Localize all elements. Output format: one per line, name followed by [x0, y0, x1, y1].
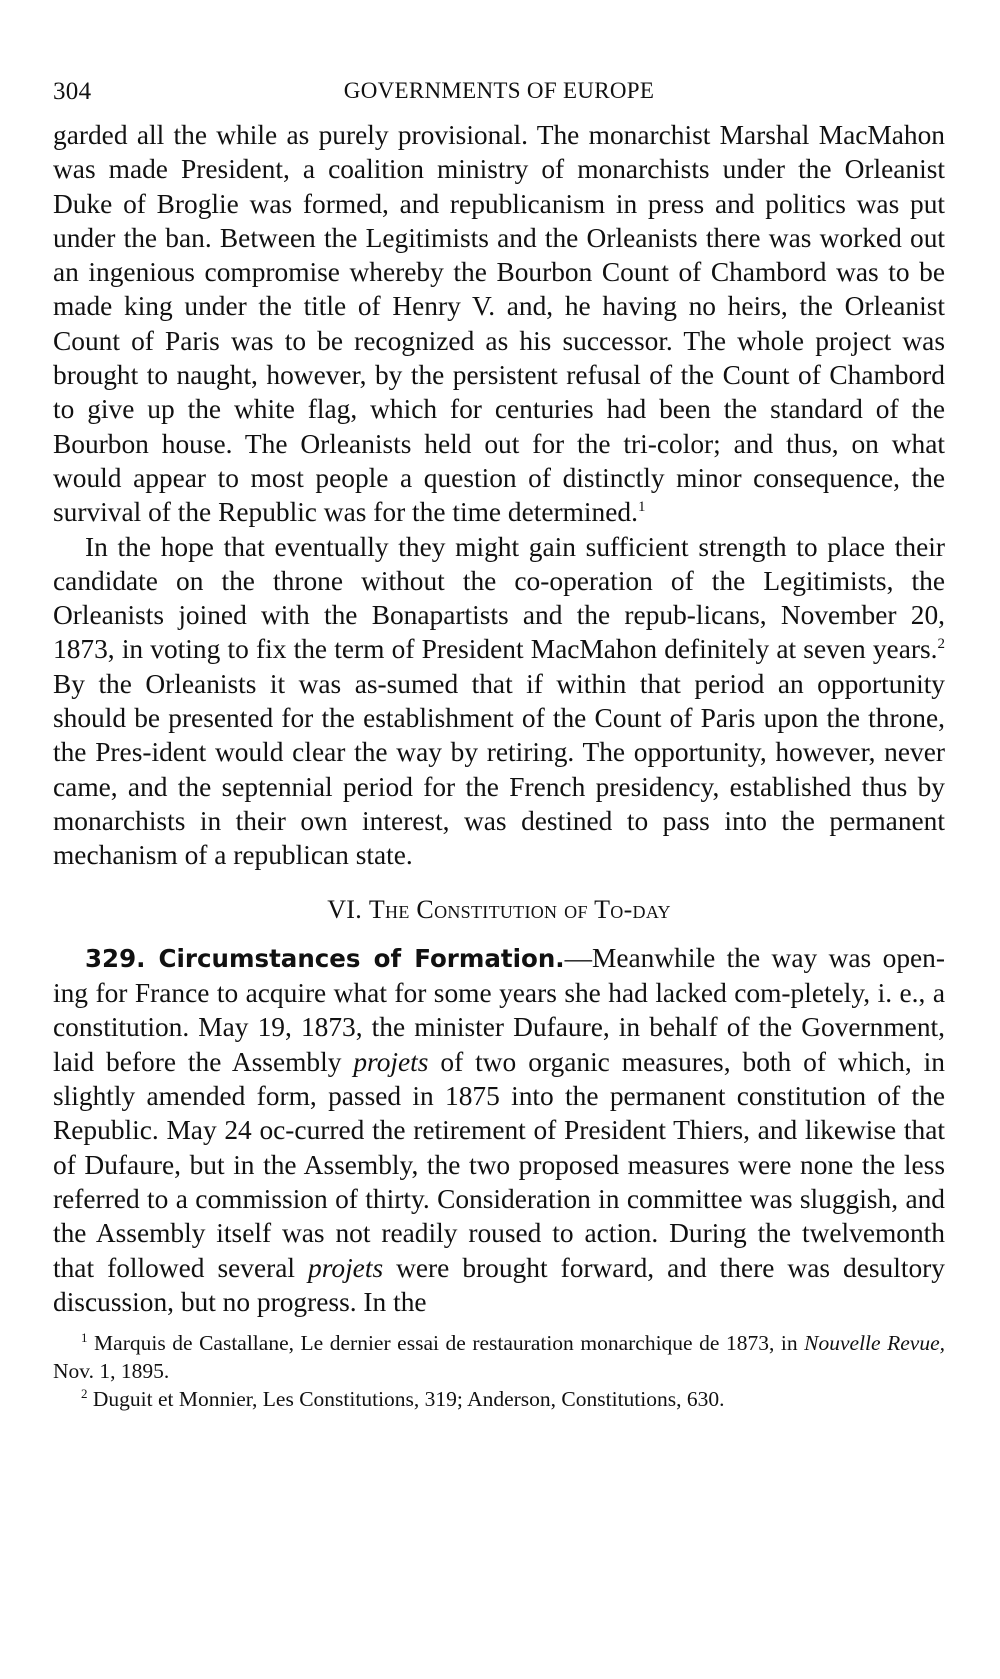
paragraph-1: [53, 118, 945, 530]
paragraph-2-text-a: In the hope that eventually they might gain sufficient strength to place their candidate on the throne without the co-operation of the Legitimists, the Orleanists joined with the Bonapartists and the repub-licans, November 20, 1873, in voting to fix the term of President MacMahon definitely at seven years.: [53, 531, 945, 665]
running-title: GOVERNMENTS OF EUROPE: [343, 78, 655, 103]
paragraph-3-text-c: were brought forward, and there was desultory discussion, but no progress. In the: [53, 1252, 945, 1317]
section-numeral: VI.: [327, 894, 363, 924]
footnote-1-marker: 1: [81, 1329, 88, 1345]
footnote-2-text-a: Duguit et Monnier, Les Constitutions, 319; Anderson, Constitutions, 630.: [87, 1387, 725, 1412]
section-heading: [53, 893, 945, 927]
paragraph-3: [53, 941, 945, 1319]
paragraph-2-text-b: By the Orleanists it was as-sumed that if within that period an opportunity should be presented for the establishment of the Count of Paris upon the throne, the Pres-ident would clear the way by retiring. The opportunity, however, never came, and the septennial period for the French presidency, established thus by monarchists in their own interest, was destined to pass into the permanent mechanism of a republican state.: [53, 668, 945, 871]
body-text: [53, 118, 945, 1319]
paragraph-3-lead: 329. Circumstances of Formation.: [85, 943, 565, 973]
page-header: [53, 78, 945, 118]
section-title: The Constitution of To-day: [368, 894, 671, 924]
book-page: [53, 78, 945, 1413]
paragraph-3-text-a: —Meanwhile the way was open-ing for France to acquire what for some years she had lacked com-pletely, i. e., a constitution. May 19, 1873, the minister Dufaure, in behalf of the Government, laid before the Assembly: [53, 942, 945, 1077]
footnote-2: [53, 1385, 945, 1413]
footnotes: [53, 1329, 945, 1413]
paragraph-2: [53, 530, 945, 873]
footnote-1-text-a: Marquis de Castallane, Le dernier essai de restauration monarchique de 1873, in: [87, 1331, 805, 1356]
paragraph-1-text: garded all the while as purely provisional. The monarchist Marshal MacMahon was made President, a coalition ministry of monarchists under the Orleanist Duke of Broglie was formed, and republicanism in press and politics was put under the ban. Between the Legitimists and the Orleanists there was worked out an ingenious compromise whereby the Bourbon Count of Chambord was to be made king under the title of Henry V. and, he having no heirs, the Orleanist Count of Paris was to be recognized as his successor. The whole project was brought to naught, however, by the persistent refusal of the Count of Chambord to give up the white flag, which for centuries had been the standard of the Bourbon house. The Orleanists held out for the tri-color; and thus, on what would appear to most people a question of distinctly minor consequence, the survival of the Republic was for the time determined.: [53, 120, 945, 528]
footnote-1: [53, 1329, 945, 1385]
footnote-1-italic: Nouvelle Revue,: [804, 1331, 945, 1356]
footnote-ref-1: 1: [637, 499, 646, 516]
footnote-2-marker: 2: [81, 1385, 88, 1401]
paragraph-3-italic-1: projets: [353, 1046, 429, 1077]
footnote-ref-2: 2: [937, 636, 945, 653]
paragraph-3-text-b: of two organic measures, both of which, in slightly amended form, passed in 1875 into the permanent constitution of the Republic. May 24 oc-curred the retirement of President Thiers, and likewise that of Dufaure, but in the Assembly, the two proposed measures were none the less referred to a commission of thirty. Consideration in committee was sluggish, and the Assembly itself was not readily roused to action. During the twelvemonth that followed several: [53, 1046, 945, 1283]
paragraph-3-italic-2: projets: [308, 1252, 384, 1283]
footnote-1-text-b: Nov. 1, 1895.: [53, 1359, 170, 1384]
page-number: 304: [53, 78, 92, 105]
